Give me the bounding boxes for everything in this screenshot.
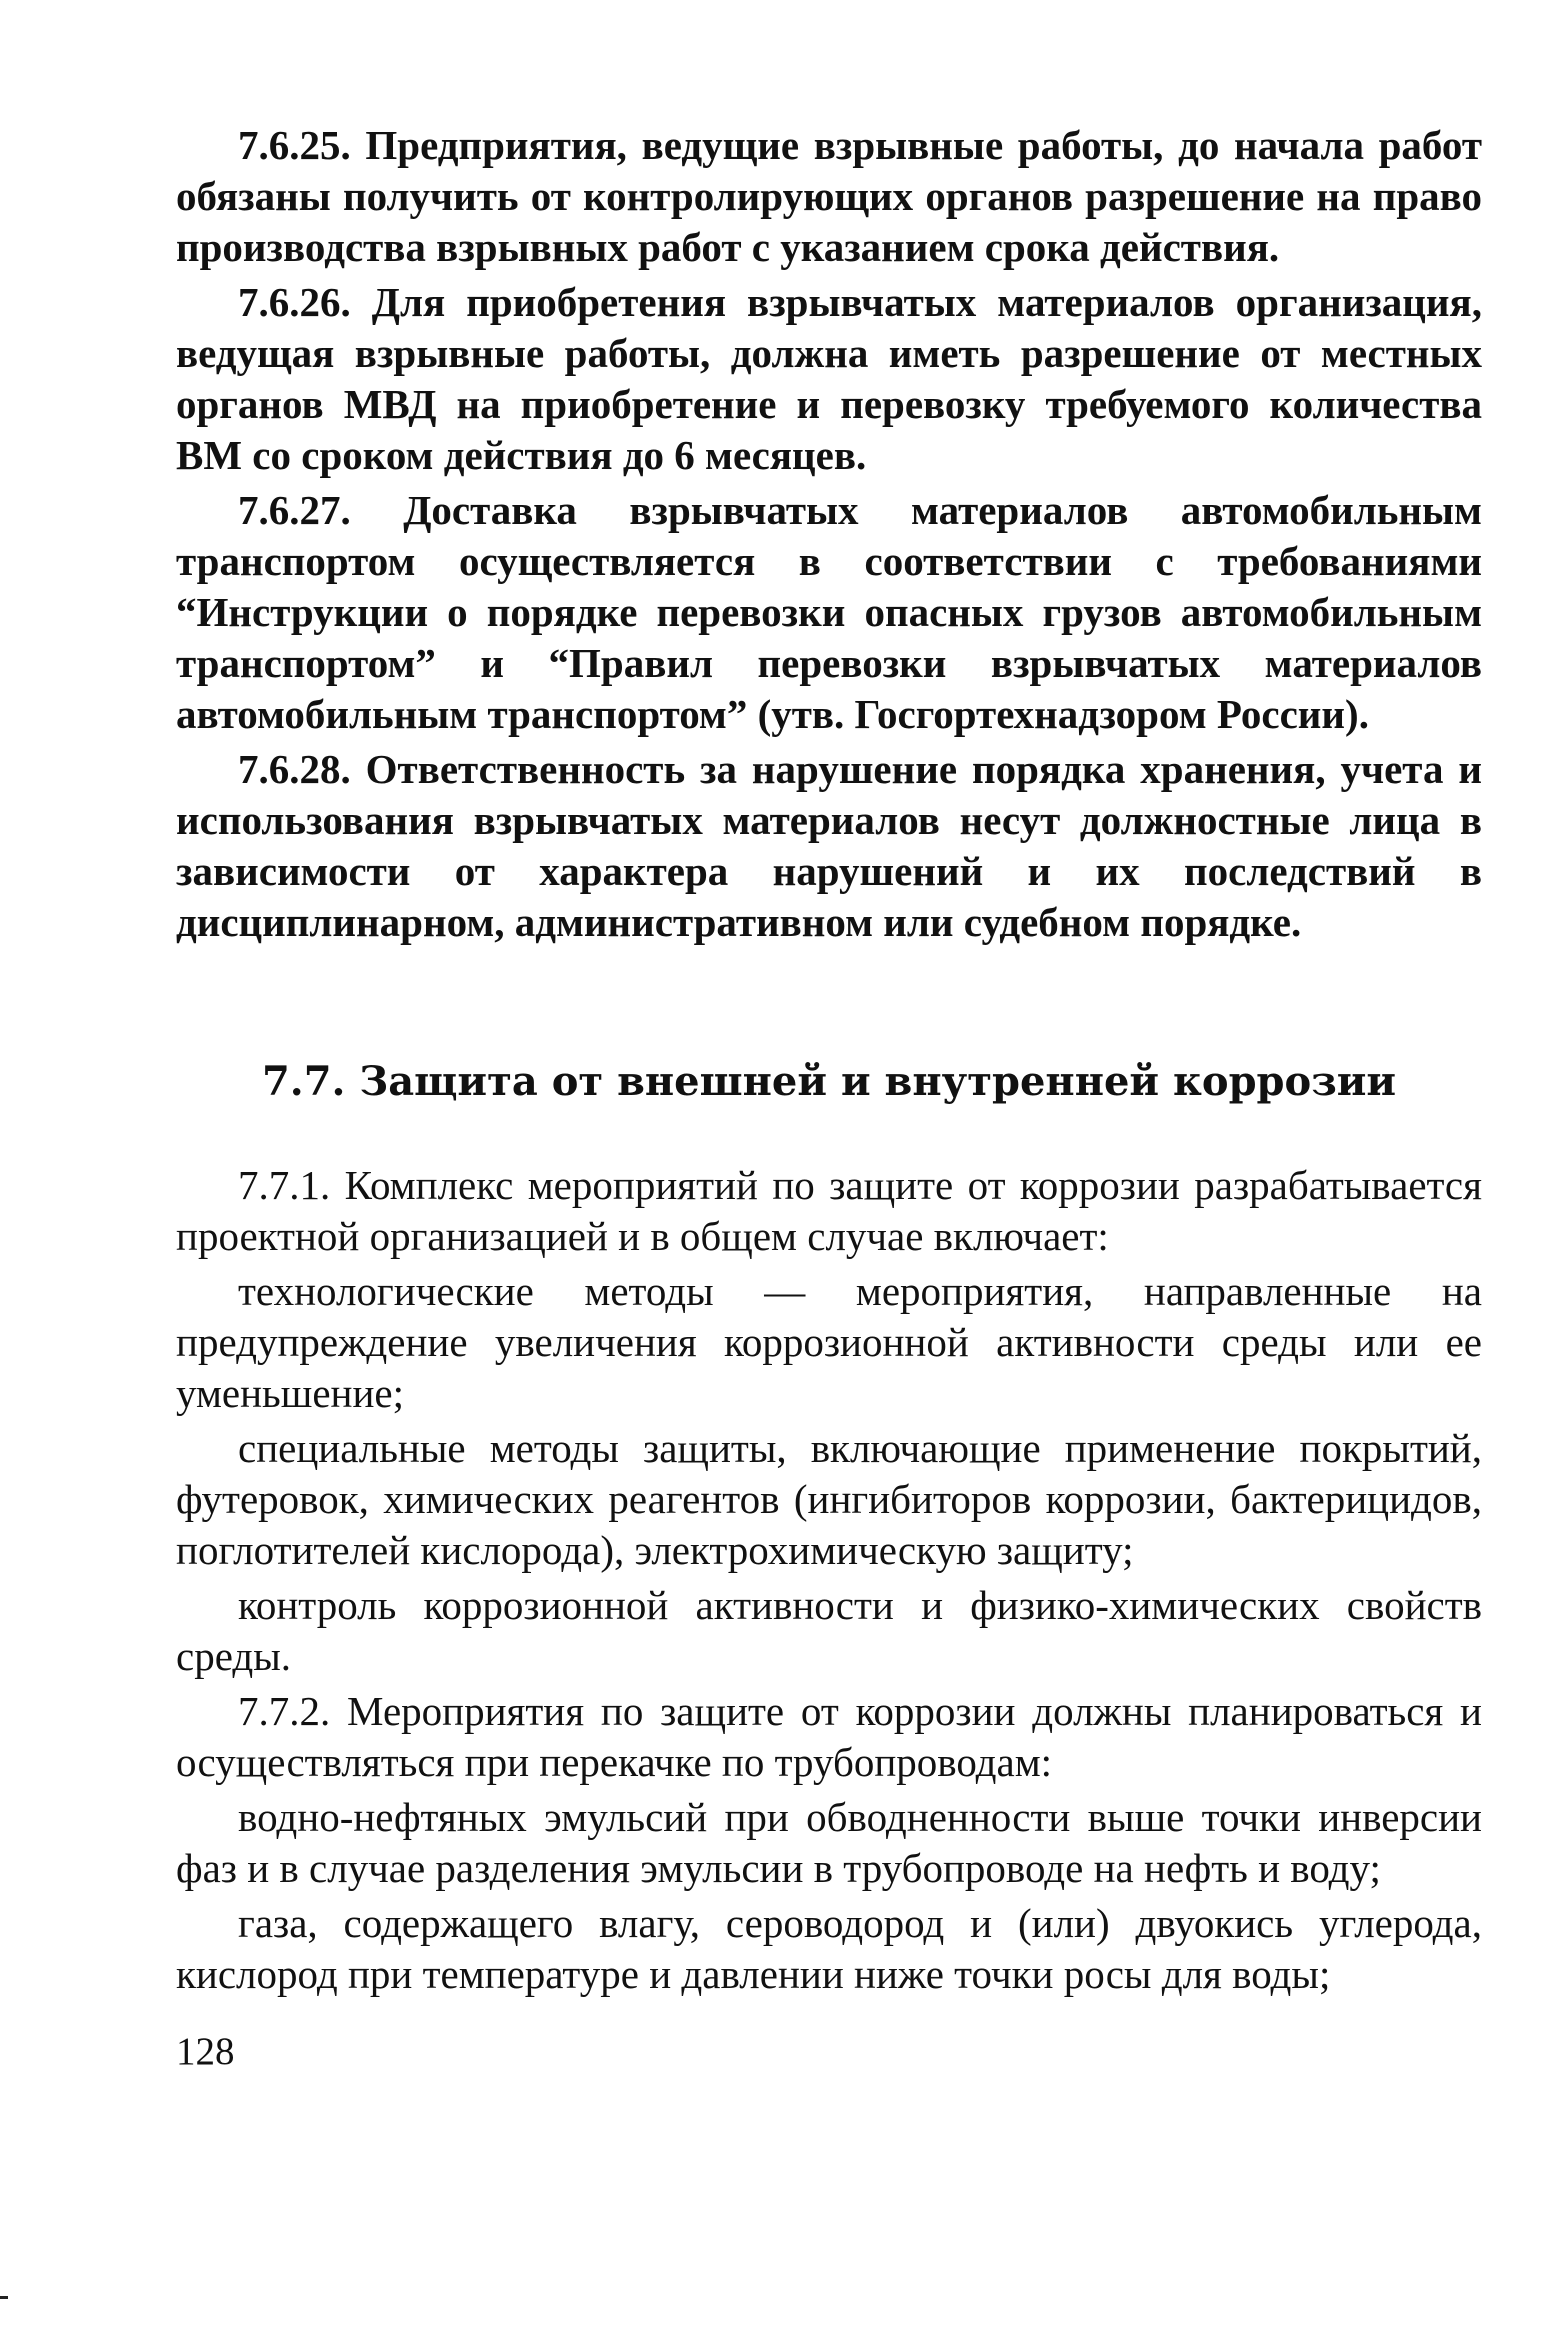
paragraph-7-6-28: 7.6.28. Ответственность за нарушение порядка хранения, учета и использования взрывчатых материалов несут должностные лица в зависимости от характера нарушений и их последствий в дисциплинарном, административном или судебном порядке. bbox=[176, 746, 1482, 945]
paragraph-7-7-2: 7.7.2. Мероприятия по защите от коррозии должны планироваться и осуществляться при перекачке по трубопроводам: bbox=[176, 1688, 1482, 1785]
list-item-gas: газа, содержащего влагу, сероводород и (или) двуокись углерода, кислород при температуре и давлении ниже точки росы для воды; bbox=[176, 1900, 1482, 1997]
list-item-technological-methods: технологические методы — мероприятия, направленные на предупреждение увеличения коррозионной активности среды или ее уменьшение; bbox=[176, 1268, 1482, 1416]
list-item-corrosion-control: контроль коррозионной активности и физико-химических свойств среды. bbox=[176, 1582, 1482, 1679]
page-number: 128 bbox=[176, 2030, 235, 2073]
section-heading: 7.7. Защита от внешней и внутренней коррозии bbox=[261, 1058, 1397, 1105]
scan-edge-mark bbox=[0, 2296, 8, 2299]
paragraph-7-6-26: 7.6.26. Для приобретения взрывчатых материалов организация, ведущая взрывные работы, должна иметь разрешение от местных органов МВД на приобретение и перевозку требуемого количества ВМ со сроком действия до 6 месяцев. bbox=[176, 279, 1482, 478]
list-item-water-oil-emulsions: водно-нефтяных эмульсий при обводненности выше точки инверсии фаз и в случае разделения эмульсии в трубопроводе на нефть и воду; bbox=[176, 1794, 1482, 1891]
list-item-special-methods: специальные методы защиты, включающие применение покрытий, футеровок, химических реагентов (ингибиторов коррозии, бактерицидов, поглотителей кислорода), электрохимическую защиту; bbox=[176, 1425, 1482, 1573]
paragraph-7-6-25: 7.6.25. Предприятия, ведущие взрывные работы, до начала работ обязаны получить от контролирующих органов разрешение на право производства взрывных работ с указанием срока действия. bbox=[176, 122, 1482, 270]
document-page bbox=[176, 120, 1482, 2077]
paragraph-7-6-27: 7.6.27. Доставка взрывчатых материалов автомобильным транспортом осуществляется в соответствии с требованиями “Инструкции о порядке перевозки опасных грузов автомобильным транспортом” и “Правил перевозки взрывчатых материалов автомобильным транспортом” (утв. Госгортехнадзором России). bbox=[176, 487, 1482, 737]
paragraph-7-7-1: 7.7.1. Комплекс мероприятий по защите от коррозии разрабатывается проектной организацией и в общем случае включает: bbox=[176, 1162, 1482, 1259]
